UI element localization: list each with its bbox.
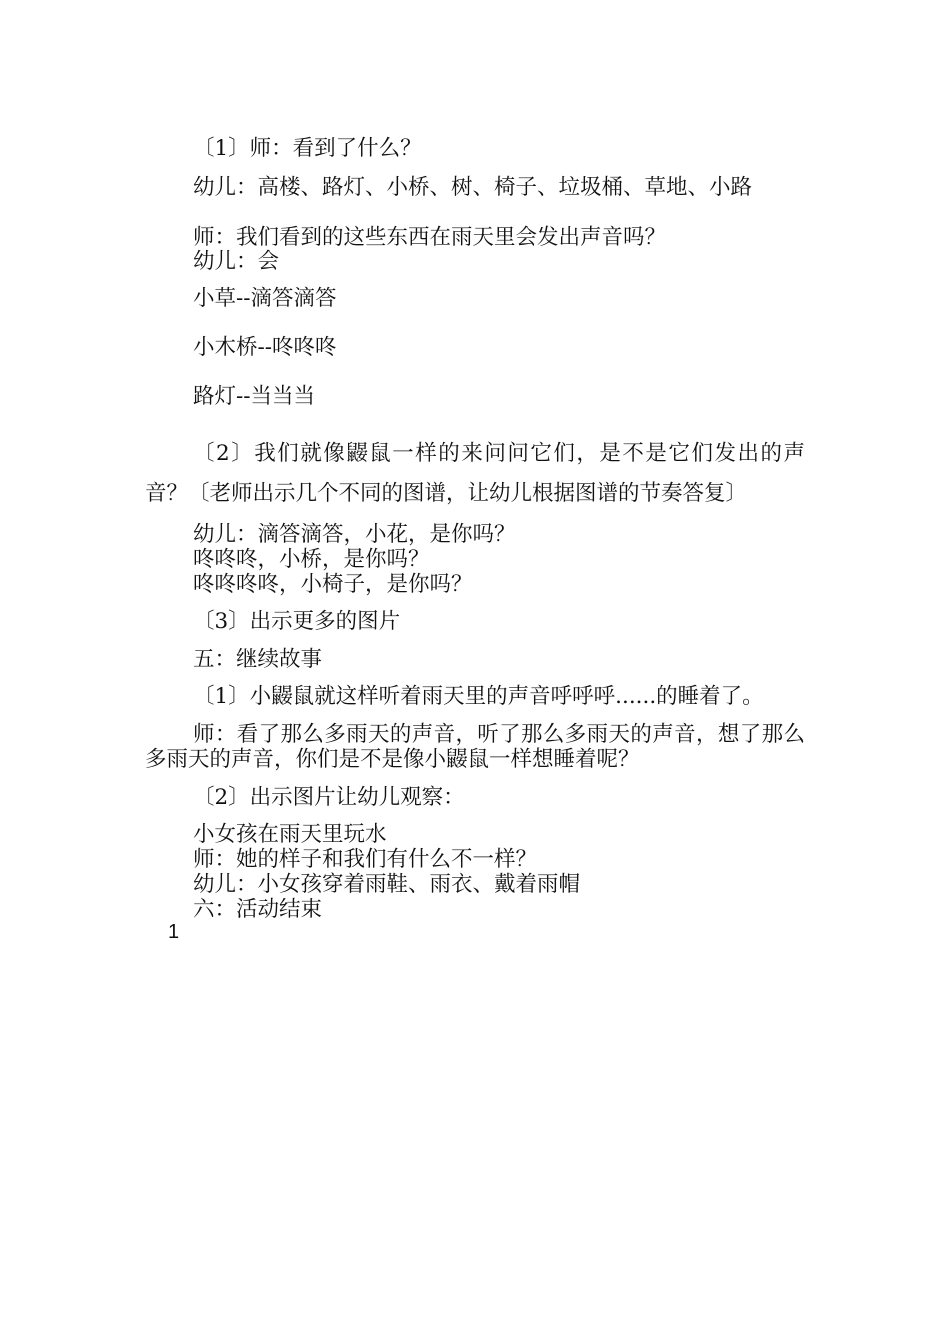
text-line: 师：她的样子和我们有什么不一样？ xyxy=(193,847,538,872)
text-line: 咚咚咚咚，小椅子，是你吗？ xyxy=(193,572,473,597)
text-line: 〔1〕小鼹鼠就这样听着雨天里的声音呼呼呼......的睡着了。 xyxy=(193,684,764,709)
text-line: 小木桥--咚咚咚 xyxy=(193,335,337,360)
text-line: 〔3〕出示更多的图片 xyxy=(193,609,401,634)
text-line: 小草--滴答滴答 xyxy=(193,286,337,311)
text-line: 路灯--当当当 xyxy=(193,384,316,409)
text-line: 小女孩在雨天里玩水 xyxy=(193,822,387,847)
section-heading: 五：继续故事 xyxy=(193,647,323,672)
text-line: 师：我们看到的这些东西在雨天里会发出声音吗？ xyxy=(193,225,667,250)
text-line: 幼儿：会 xyxy=(193,249,280,274)
text-line: 咚咚咚，小桥，是你吗？ xyxy=(193,547,430,572)
text-line: 〔1〕师：看到了什么？ xyxy=(193,136,422,161)
text-paragraph: 〔2〕我们就像鼹鼠一样的来问问它们，是不是它们发出的声音？〔老师出示几个不同的图谱，让幼儿根据图谱的节奏答复〕 xyxy=(145,441,805,506)
text-paragraph: 师：看了那么多雨天的声音，听了那么多雨天的声音，想了那么多雨天的声音，你们是不是像小鼹鼠一样想睡着呢？ xyxy=(145,722,805,772)
section-heading: 六：活动结束 xyxy=(193,897,323,922)
text-line: 幼儿：滴答滴答，小花，是你吗？ xyxy=(193,522,516,547)
text-line: 〔2〕出示图片让幼儿观察： xyxy=(193,785,465,810)
text-paragraph: 幼儿：高楼、路灯、小桥、树、椅子、垃圾桶、草地、小路 xyxy=(193,175,753,200)
text-line: 幼儿：小女孩穿着雨鞋、雨衣、戴着雨帽 xyxy=(193,872,581,897)
page-number: 1 xyxy=(168,921,180,943)
